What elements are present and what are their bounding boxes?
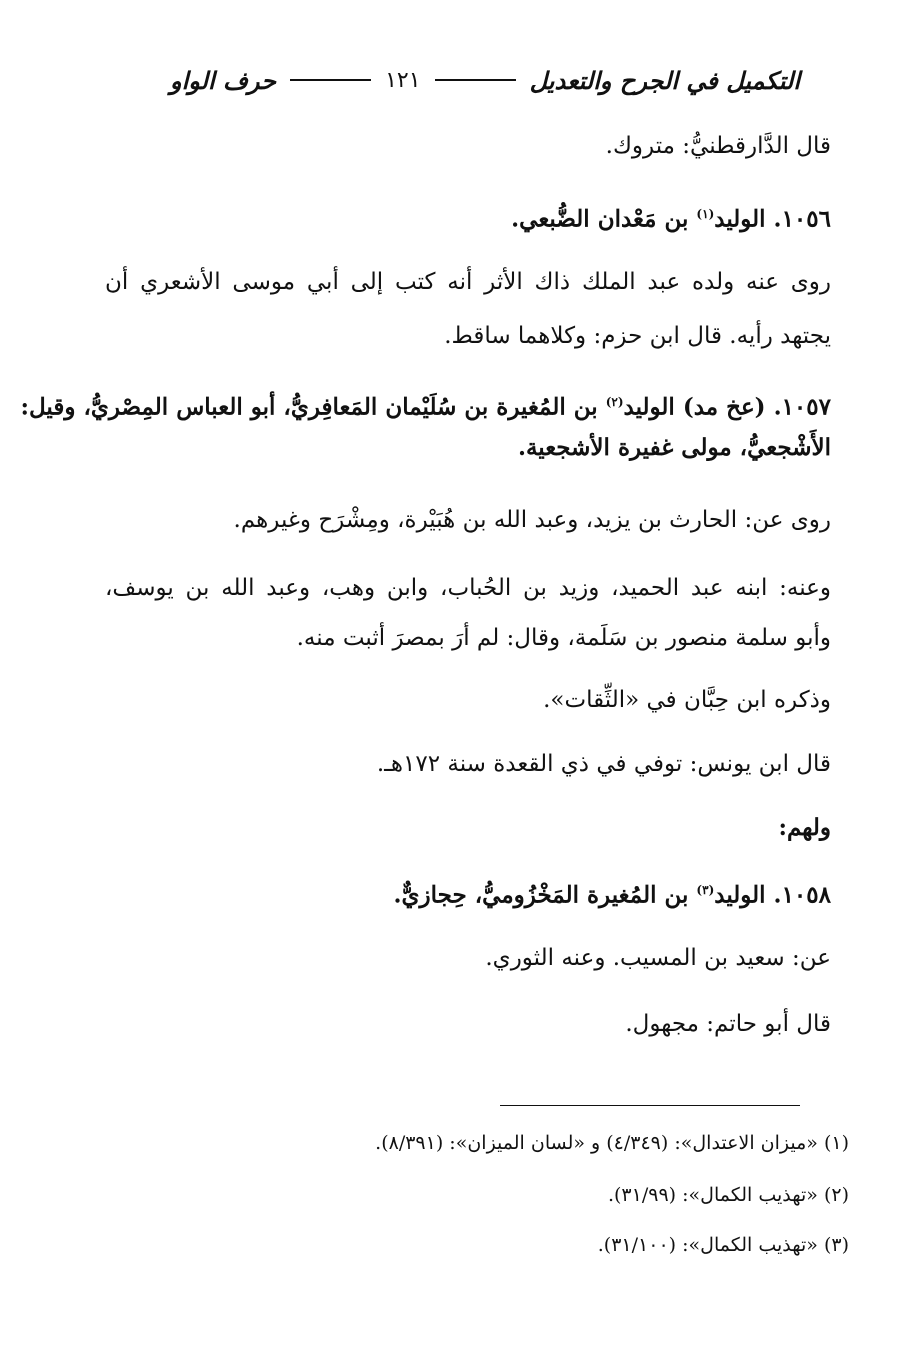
entry-heading	[511, 196, 831, 238]
running-head	[170, 62, 800, 98]
entry-tail: بن المُغيرة المَخْزُوميُّ، حِجازيٌّ.	[393, 881, 689, 909]
footnote-mark: (٣)	[696, 883, 715, 897]
text-line: روى عنه ولده عبد الملك ذاك الأثر أنه كتب إلى أبي موسى الأشعري أن	[105, 269, 831, 295]
text-line: وأبو سلمة منصور بن سَلَمة، وقال: لم أرَ بمصرَ أثبت منه.	[296, 625, 831, 651]
text-line: روى عن: الحارث بن يزيد، وعبد الله بن هُبَيْرة، ومِشْرَح وغيرهم.	[233, 507, 831, 533]
footnote: (٢) «تهذيب الكمال»: (٣١/٩٩).	[607, 1184, 849, 1206]
entry-tail: بن مَعْدان الضُّبعي.	[511, 205, 689, 233]
entry-heading	[20, 384, 831, 426]
header-dash	[435, 79, 516, 81]
entry-tail: بن المُغيرة بن سُلَيْمان المَعافِريُّ، أبو العباس المِصْريُّ، وقيل:	[20, 393, 598, 421]
section-label: ولهم:	[778, 814, 831, 841]
entry-name: ١٠٥٨. الوليد	[714, 881, 831, 909]
page-number: ١٢١	[385, 67, 421, 93]
footnote: (٣) «تهذيب الكمال»: (٣١/١٠٠).	[597, 1234, 849, 1256]
text-line: وذكره ابن حِبَّان في «الثِّقات».	[543, 687, 831, 713]
entry-name: ١٠٥٦. الوليد	[714, 205, 831, 233]
footnote-mark: (٢)	[605, 395, 624, 409]
footnote-rule	[500, 1105, 800, 1106]
text-line: عن: سعيد بن المسيب. وعنه الثوري.	[485, 945, 831, 971]
footnote-mark: (١)	[696, 207, 715, 221]
section-title: حرف الواو	[170, 65, 276, 95]
text-line: قال أبو حاتم: مجهول.	[625, 1011, 831, 1037]
footnote: (١) «ميزان الاعتدال»: (٤/٣٤٩) و «لسان الميزان»: (٨/٣٩١).	[375, 1132, 849, 1154]
book-title: التكميل في الجرح والتعديل	[529, 65, 800, 95]
header-dash	[290, 79, 371, 81]
text-line: وعنه: ابنه عبد الحميد، وزيد بن الحُباب، وابن وهب، وعبد الله بن يوسف،	[105, 575, 831, 601]
entry-heading	[394, 872, 831, 914]
entry-heading-cont: الأَشْجعيُّ، مولى غفيرة الأشجعية.	[517, 434, 831, 461]
text-line: يجتهد رأيه. قال ابن حزم: وكلاهما ساقط.	[444, 323, 831, 349]
text-line: قال ابن يونس: توفي في ذي القعدة سنة ١٧٢هـ.	[376, 751, 831, 777]
entry-name: ١٠٥٧. (عخ مد) الوليد	[623, 393, 831, 421]
text-line: قال الدَّارقطنيُّ: متروك.	[605, 133, 831, 159]
